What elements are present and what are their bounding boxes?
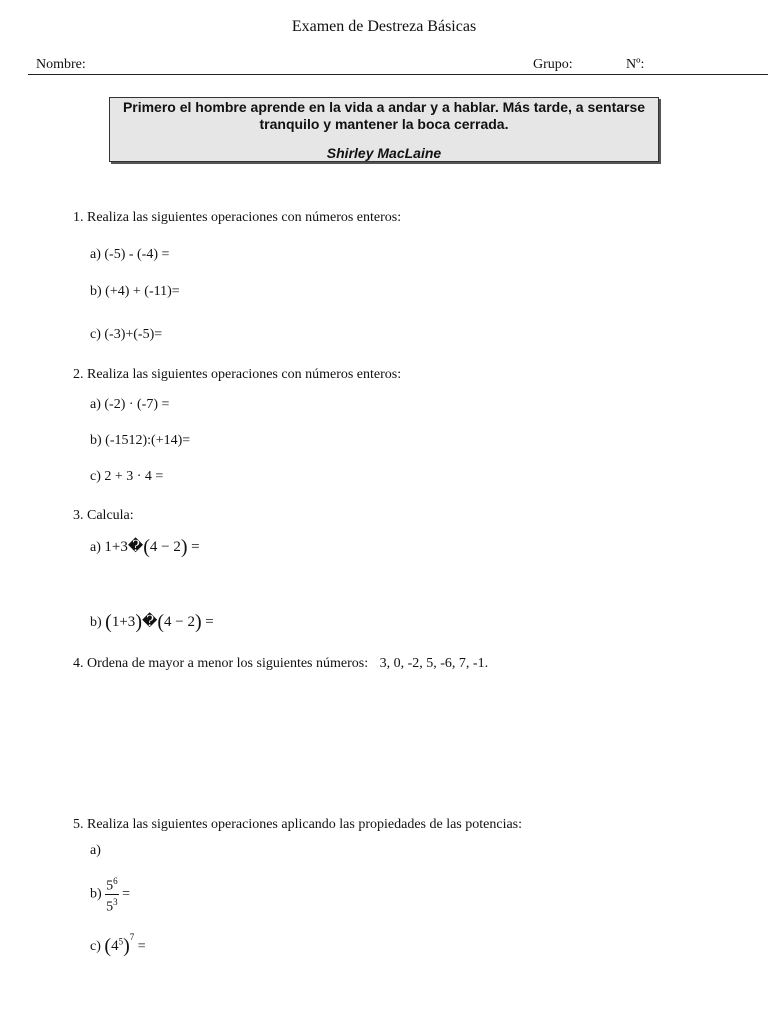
number-label: Nº: <box>626 57 645 72</box>
open-paren: ( <box>105 611 112 633</box>
group-label: Grupo: <box>533 57 573 72</box>
quote-text: Primero el hombre aprende en la vida a andar y a hablar. Más tarde, a sentarse tranquilo y mantener la boca cerrada. <box>122 99 646 132</box>
question-5b-label: b) <box>90 886 102 902</box>
question-5c-base: 4 <box>111 938 119 954</box>
question-1b: b) (+4) + (-11)= <box>90 284 180 299</box>
question-3b-label: b) <box>90 615 102 630</box>
question-1-prompt: 1. Realiza las siguientes operaciones con números enteros: <box>73 210 402 225</box>
header-rule <box>28 74 768 75</box>
close-paren: ) <box>180 536 188 558</box>
question-5c-equals: = <box>137 939 146 954</box>
question-2b: b) (-1512):(+14)= <box>90 433 191 448</box>
quote-author: Shirley MacLaine <box>326 145 442 161</box>
question-3a-label: a) <box>90 540 101 555</box>
question-3a-expr-1: 1+3 <box>104 539 128 555</box>
question-4-numbers: 3, 0, -2, 5, -6, 7, -1. <box>379 656 489 671</box>
fraction-numerator: $5^6$ <box>106 876 118 894</box>
question-5-prompt: 5. Realiza las siguientes operaciones aplicando las propiedades de las potencias: <box>73 817 523 832</box>
question-5c-outer-exponent: 7 <box>129 932 135 942</box>
question-2a: a) (-2) · (-7) = <box>90 397 170 412</box>
open-paren: ( <box>143 536 150 558</box>
question-5a: a) <box>90 843 101 858</box>
question-5b-fraction <box>105 874 119 914</box>
question-5c <box>90 932 146 958</box>
question-1a: a) (-5) - (-4) = <box>90 247 170 262</box>
question-3b <box>90 611 214 634</box>
question-2-prompt: 2. Realiza las siguientes operaciones con números enteros: <box>73 367 402 382</box>
question-5c-inner-exponent: 5 <box>118 936 124 947</box>
question-5b <box>90 874 130 914</box>
question-3b-missing-glyph: � <box>141 614 158 630</box>
question-3a <box>90 536 200 559</box>
question-3b-expr-2: 4 − 2 <box>164 614 196 630</box>
question-3a-equals: = <box>191 539 200 555</box>
question-3a-expr-2: 4 − 2 <box>149 539 181 555</box>
question-1c: c) (-3)+(-5)= <box>90 327 163 342</box>
question-3b-equals: = <box>205 614 214 630</box>
close-paren: ) <box>135 611 142 633</box>
close-paren: ) <box>195 611 202 633</box>
question-2c: c) 2 + 3 · 4 = <box>90 469 164 484</box>
quote-box <box>109 97 659 162</box>
exam-title: Examen de Destreza Básicas <box>291 18 477 35</box>
open-paren: ( <box>104 935 112 957</box>
name-label: Nombre: <box>36 57 86 72</box>
close-paren: ) <box>123 935 130 957</box>
question-4-prompt: 4. Ordena de mayor a menor los siguientes números: <box>73 656 369 671</box>
question-5b-equals: = <box>122 886 131 902</box>
question-3b-expr-1: 1+3 <box>111 614 136 630</box>
open-paren: ( <box>157 611 165 633</box>
question-5c-label: c) <box>90 939 101 954</box>
question-3a-missing-glyph: � <box>127 539 144 555</box>
question-4 <box>73 656 488 672</box>
fraction-denominator: $5^3$ <box>106 896 118 915</box>
question-3-prompt: 3. Calcula: <box>73 508 134 523</box>
